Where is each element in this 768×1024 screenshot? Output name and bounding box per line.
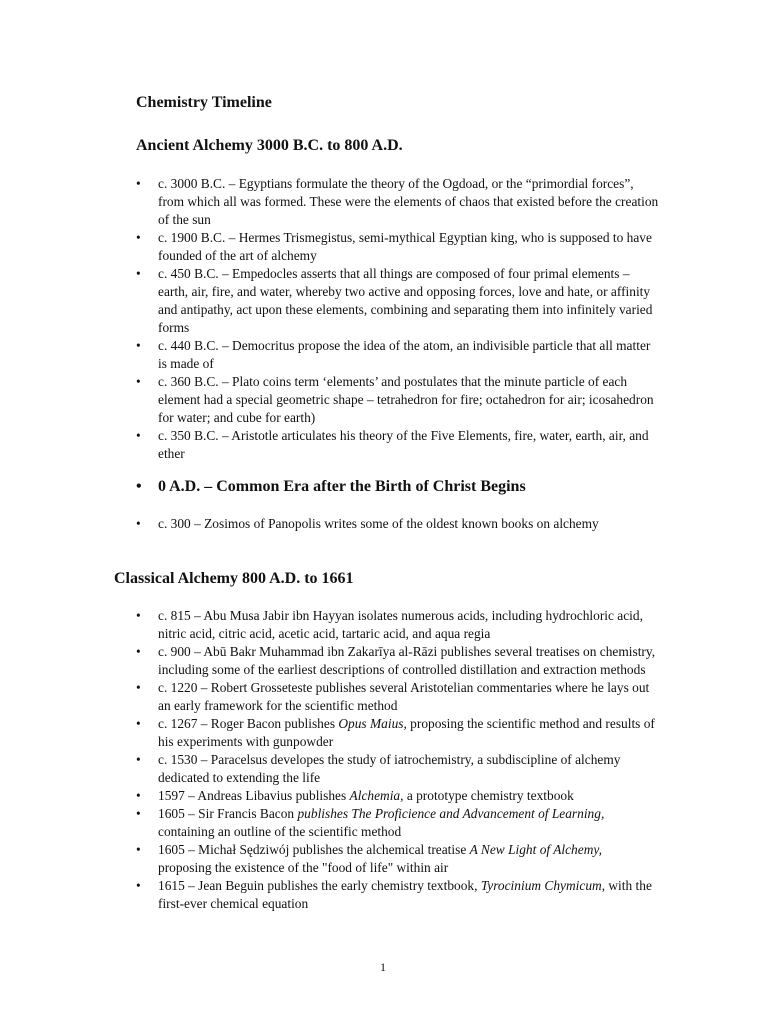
item-text: containing an outline of the scientific method: [158, 824, 402, 839]
item-text: c. 1530 – Paracelsus developes the study of iatrochemistry, a subdiscipline of alchemy dedicated to extending the life: [158, 752, 621, 785]
item-text: c. 1220 – Robert Grosseteste publishes several Aristotelian commentaries where he lays out an early framework for the scientific method: [158, 680, 650, 713]
classical-list: [136, 607, 656, 913]
list-item: [136, 841, 656, 877]
page-number: 1: [380, 960, 386, 974]
item-text: c. 1267 – Roger Bacon publishes: [158, 716, 339, 731]
list-item: • c. 440 B.C. – Democritus propose the idea of the atom, an indivisible particle that all matter is made of: [136, 337, 660, 373]
item-text: 1615 – Jean Beguin publishes the early chemistry textbook,: [158, 878, 481, 893]
book-title: Opus Maius: [338, 716, 404, 731]
item-text: 1605 – Sir Francis Bacon: [158, 806, 298, 821]
section-heading-classical: Classical Alchemy 800 A.D. to 1661: [114, 570, 354, 587]
book-title: publishes The Proficience and Advancement of Learning,: [297, 806, 605, 821]
common-era-list: [136, 515, 636, 533]
list-item: • c. 300 – Zosimos of Panopolis writes some of the oldest known books on alchemy: [136, 515, 636, 533]
item-text: proposing the existence of the "food of life" within air: [158, 860, 449, 875]
ancient-list: [136, 175, 660, 463]
list-item: [136, 877, 656, 913]
book-title: Tyrocinium Chymicum: [480, 878, 602, 893]
list-item: • c. 1900 B.C. – Hermes Trismegistus, semi-mythical Egyptian king, who is supposed to have founded of the art of alchemy: [136, 229, 660, 265]
item-text: c. 900 – Abū Bakr Muhammad ibn Zakarīya al-Rāzi publishes several treatises on chemistry, including some of the earliest descriptions of controlled distillation and extraction methods: [158, 644, 656, 677]
list-item: [136, 751, 656, 787]
item-text: 1597 – Andreas Libavius publishes: [158, 788, 350, 803]
item-text: c. 815 – Abu Musa Jabir ibn Hayyan isolates numerous acids, including hydrochloric acid, nitric acid, citric acid, acetic acid, tartaric acid, and aqua regia: [158, 608, 643, 641]
list-item: [136, 643, 656, 679]
list-item: • c. 450 B.C. – Empedocles asserts that all things are composed of four primal elements – earth, air, fire, and water, whereby two active and opposing forces, love and hate, or affinity and antipathy, act upon these elements, combining and separating them into infinitely varied forms: [136, 265, 660, 337]
section-heading-common-era: • 0 A.D. – Common Era after the Birth of Christ Begins: [136, 478, 526, 496]
list-item: • c. 360 B.C. – Plato coins term ‘elements’ and postulates that the minute particle of each element had a special geometric shape – tetrahedron for fire; octahedron for air; icosahedron for water; and cube for earth): [136, 373, 660, 427]
book-title: Alchemia: [349, 788, 401, 803]
item-text: , a prototype chemistry textbook: [400, 788, 574, 803]
item-text: , with the first-ever chemical equation: [158, 878, 652, 911]
item-text: 1605 – Michał Sędziwój publishes the alchemical treatise: [158, 842, 470, 857]
list-item: [136, 805, 656, 841]
item-text: , proposing the scientific method and results of his experiments with gunpowder: [158, 716, 655, 749]
list-item: • c. 3000 B.C. – Egyptians formulate the theory of the Ogdoad, or the “primordial forces”, from which all was formed. These were the elements of chaos that existed before the creation of the sun: [136, 175, 660, 229]
list-item: [136, 679, 656, 715]
document-title: Chemistry Timeline: [136, 94, 272, 111]
list-item: [136, 715, 656, 751]
list-item: • c. 350 B.C. – Aristotle articulates his theory of the Five Elements, fire, water, earth, air, and ether: [136, 427, 660, 463]
book-title: A New Light of Alchemy,: [469, 842, 602, 857]
section-heading-ancient: Ancient Alchemy 3000 B.C. to 800 A.D.: [136, 137, 403, 154]
list-item: [136, 607, 656, 643]
list-item: [136, 787, 656, 805]
